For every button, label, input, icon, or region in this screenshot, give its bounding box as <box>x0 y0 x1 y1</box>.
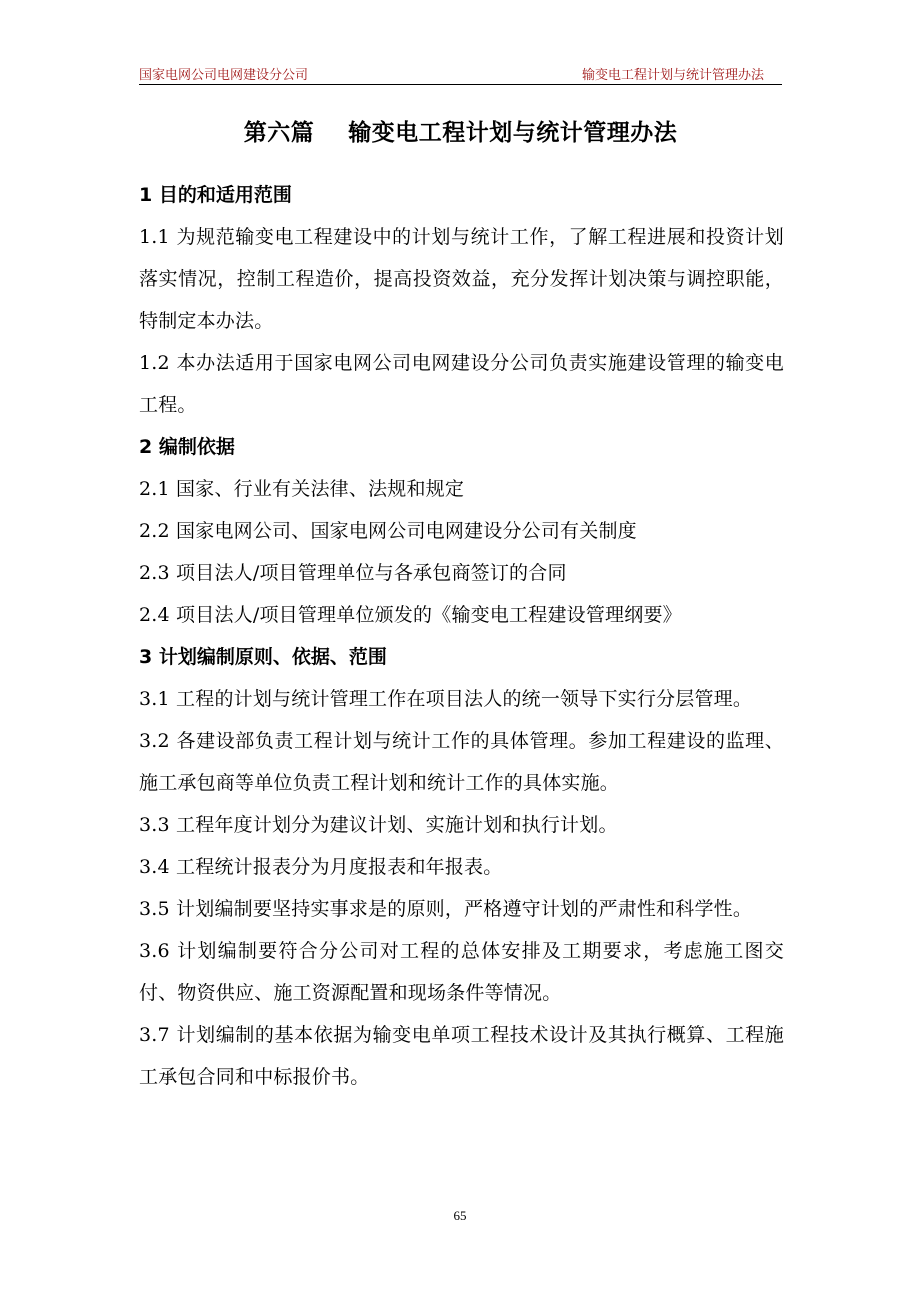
page-number: 65 <box>453 1208 467 1223</box>
paragraph-1-2: 1.2 本办法适用于国家电网公司电网建设分公司负责实施建设管理的输变电工程。 <box>139 352 784 416</box>
paragraph-3-6: 3.6 计划编制要符合分公司对工程的总体安排及工期要求，考虑施工图交付、物资供应、施工资源配置和现场条件等情况。 <box>139 940 784 1004</box>
paragraph-3-1: 3.1 工程的计划与统计管理工作在项目法人的统一领导下实行分层管理。 <box>139 688 753 710</box>
header-document-title: 输变电工程计划与统计管理办法 <box>581 68 764 83</box>
header-organization: 国家电网公司电网建设分公司 <box>139 68 309 83</box>
paragraph-3-3: 3.3 工程年度计划分为建议计划、实施计划和执行计划。 <box>139 814 618 836</box>
paragraph-3-4: 3.4 工程统计报表分为月度报表和年报表。 <box>139 856 503 878</box>
paragraph-3-2: 3.2 各建设部负责工程计划与统计工作的具体管理。参加工程建设的监理、施工承包商等单位负责工程计划和统计工作的具体实施。 <box>139 730 784 794</box>
paragraph-2-3: 2.3 项目法人/项目管理单位与各承包商签订的合同 <box>139 562 567 584</box>
page-header <box>139 62 782 85</box>
paragraph-2-1: 2.1 国家、行业有关法律、法规和规定 <box>139 478 465 500</box>
section-heading-3: 3 计划编制原则、依据、范围 <box>139 646 387 668</box>
paragraph-2-2: 2.2 国家电网公司、国家电网公司电网建设分公司有关制度 <box>139 520 637 542</box>
section-heading-2: 2 编制依据 <box>139 436 235 458</box>
document-body <box>139 174 784 1098</box>
paragraph-3-5: 3.5 计划编制要坚持实事求是的原则，严格遵守计划的严肃性和科学性。 <box>139 898 753 920</box>
section-heading-1: 1 目的和适用范围 <box>139 184 292 206</box>
paragraph-2-4: 2.4 项目法人/项目管理单位颁发的《输变电工程建设管理纲要》 <box>139 604 682 626</box>
paragraph-3-7: 3.7 计划编制的基本依据为输变电单项工程技术设计及其执行概算、工程施工承包合同和中标报价书。 <box>139 1024 784 1088</box>
paragraph-1-1: 1.1 为规范输变电工程建设中的计划与统计工作，了解工程进展和投资计划落实情况，控制工程造价，提高投资效益，充分发挥计划决策与调控职能，特制定本办法。 <box>139 226 784 332</box>
chapter-title: 第六篇 输变电工程计划与统计管理办法 <box>243 120 678 146</box>
